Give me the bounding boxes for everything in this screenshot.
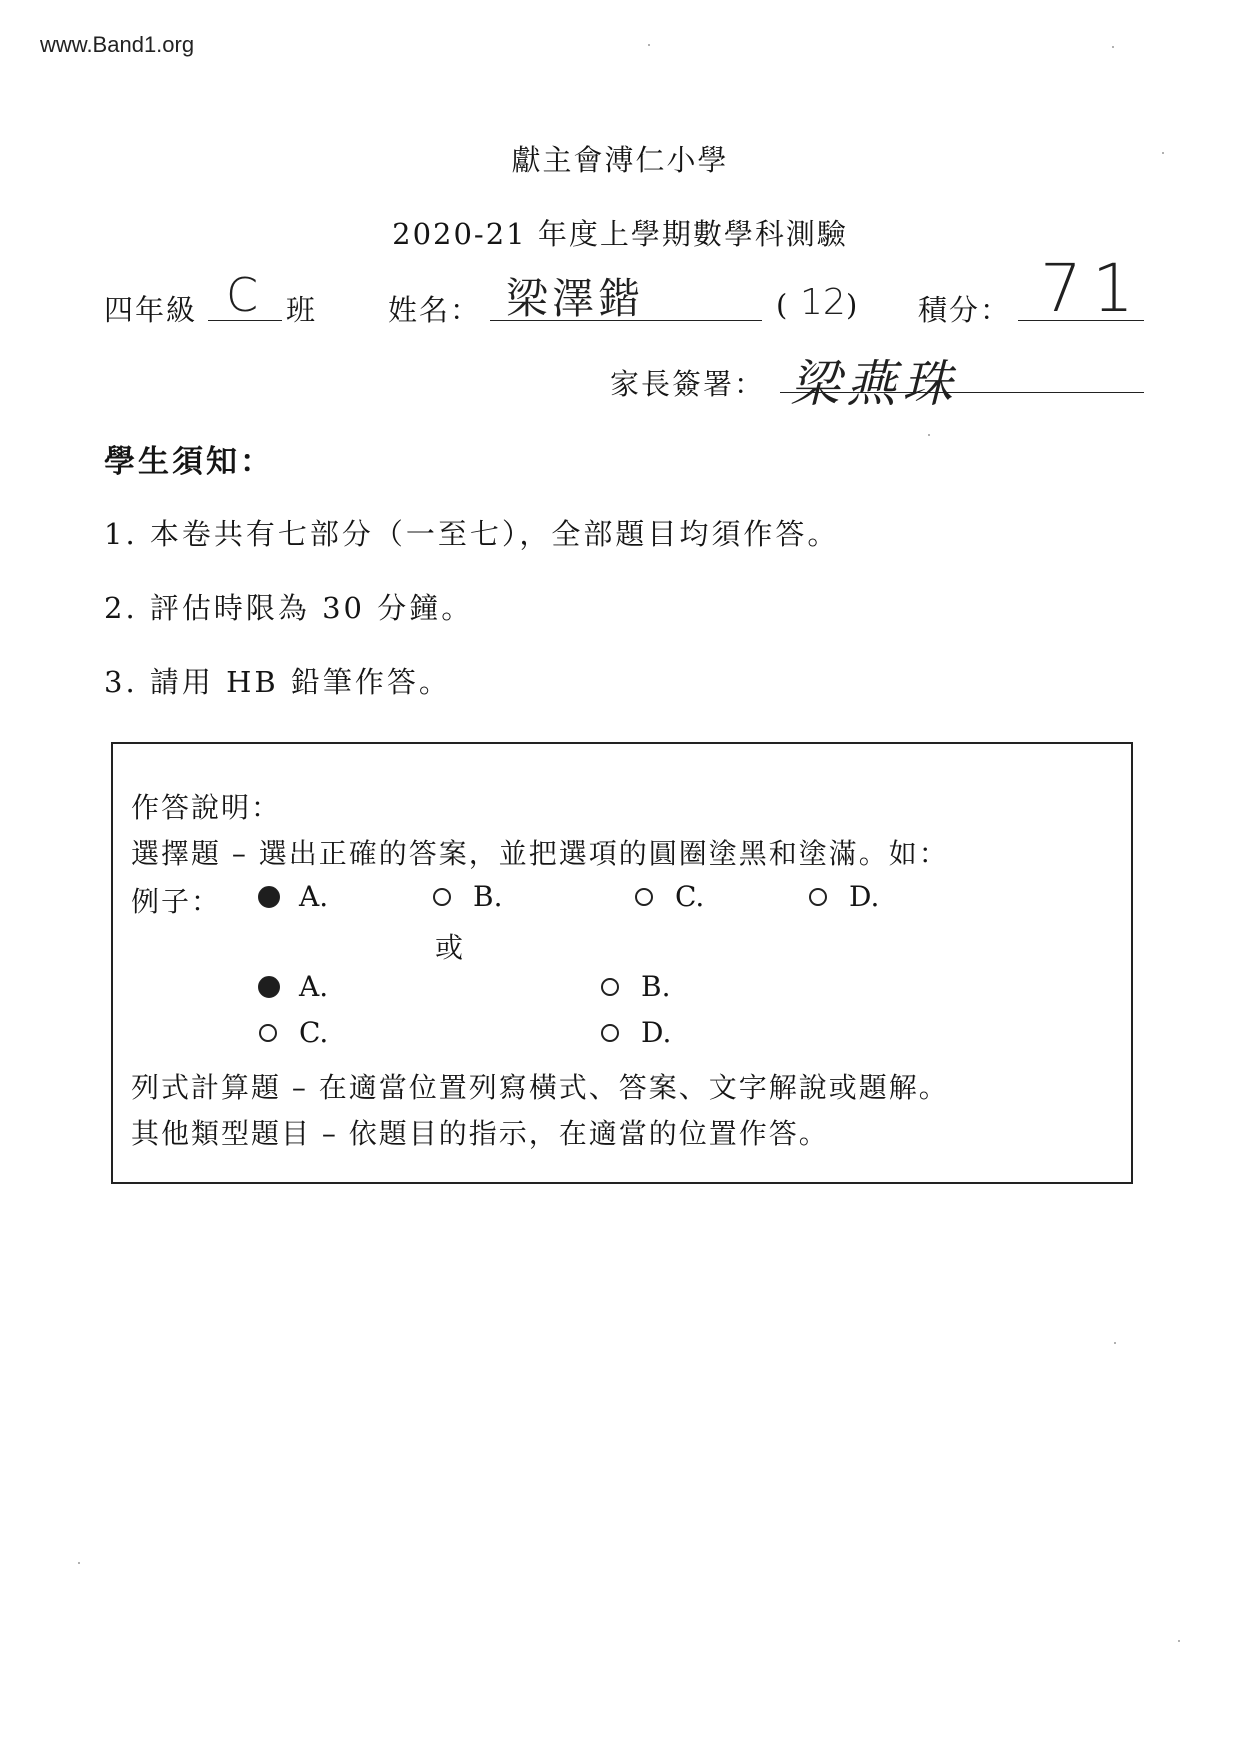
grade-label: 四年級 [104,293,198,327]
calculation-instruction: 列式計算題 – 在適當位置列寫橫式、答案、文字解說或題解。 [131,1071,949,1104]
parent-signature-label: 家長簽署： [610,367,766,401]
multiple-choice-instruction: 選擇題 – 選出正確的答案，並把選項的圓圈塗黑和塗滿。如： [131,837,949,870]
filled-bubble-icon [258,886,280,908]
instructions-heading: 作答說明： [131,791,282,824]
class-label: 班 [286,293,318,327]
notice-rule-3: 3. 請用 HB 鉛筆作答。 [104,665,451,699]
watermark: www.Band1.org [40,32,195,57]
or-text: 或 [435,931,466,964]
empty-bubble-icon [809,888,827,906]
scan-speck [1112,46,1114,48]
parent-signature-value: 梁燕珠 [790,355,958,413]
scan-speck [1162,152,1164,154]
class-number-value: 12 [800,282,846,323]
grid-option-b: B. [641,970,671,1003]
name-label: 姓名： [388,293,482,327]
scan-speck [648,44,650,46]
scan-speck [1114,1342,1116,1344]
empty-bubble-icon [601,978,619,996]
school-name: 獻主會溥仁小學 [511,143,729,177]
example-option-c: C. [675,880,705,913]
empty-bubble-icon [601,1024,619,1042]
answering-instructions-box [111,742,1133,1184]
grid-option-d: D. [641,1016,672,1049]
notice-rule-2: 2. 評估時限為 30 分鐘。 [104,591,474,625]
grid-option-c: C. [299,1016,329,1049]
example-option-a: A. [299,880,329,913]
other-questions-instruction: 其他類型題目 – 依題目的指示，在適當的位置作答。 [131,1117,829,1150]
grid-option-a: A. [299,970,329,1003]
filled-bubble-icon [258,976,280,998]
example-label: 例子： [131,885,222,918]
scan-speck [1178,1640,1180,1642]
score-label: 積分： [918,293,1012,327]
name-value: 梁澤鍇 [506,274,645,323]
grade-value: C [226,268,259,322]
notice-rule-1: 1. 本卷共有七部分（一至七），全部題目均須作答。 [104,517,840,551]
example-option-b: B. [473,880,503,913]
example-option-d: D. [849,880,880,913]
empty-bubble-icon [635,888,653,906]
empty-bubble-icon [259,1024,277,1042]
student-notice-title: 學生須知： [104,444,274,480]
exam-title: 2020-21 年度上學期數學科測驗 [392,217,848,251]
empty-bubble-icon [433,888,451,906]
scan-speck [78,1562,80,1564]
score-value: 71 [1040,250,1144,327]
number-open-paren: ( [776,288,790,322]
number-close-paren: ) [846,288,860,322]
scan-speck [928,434,930,436]
